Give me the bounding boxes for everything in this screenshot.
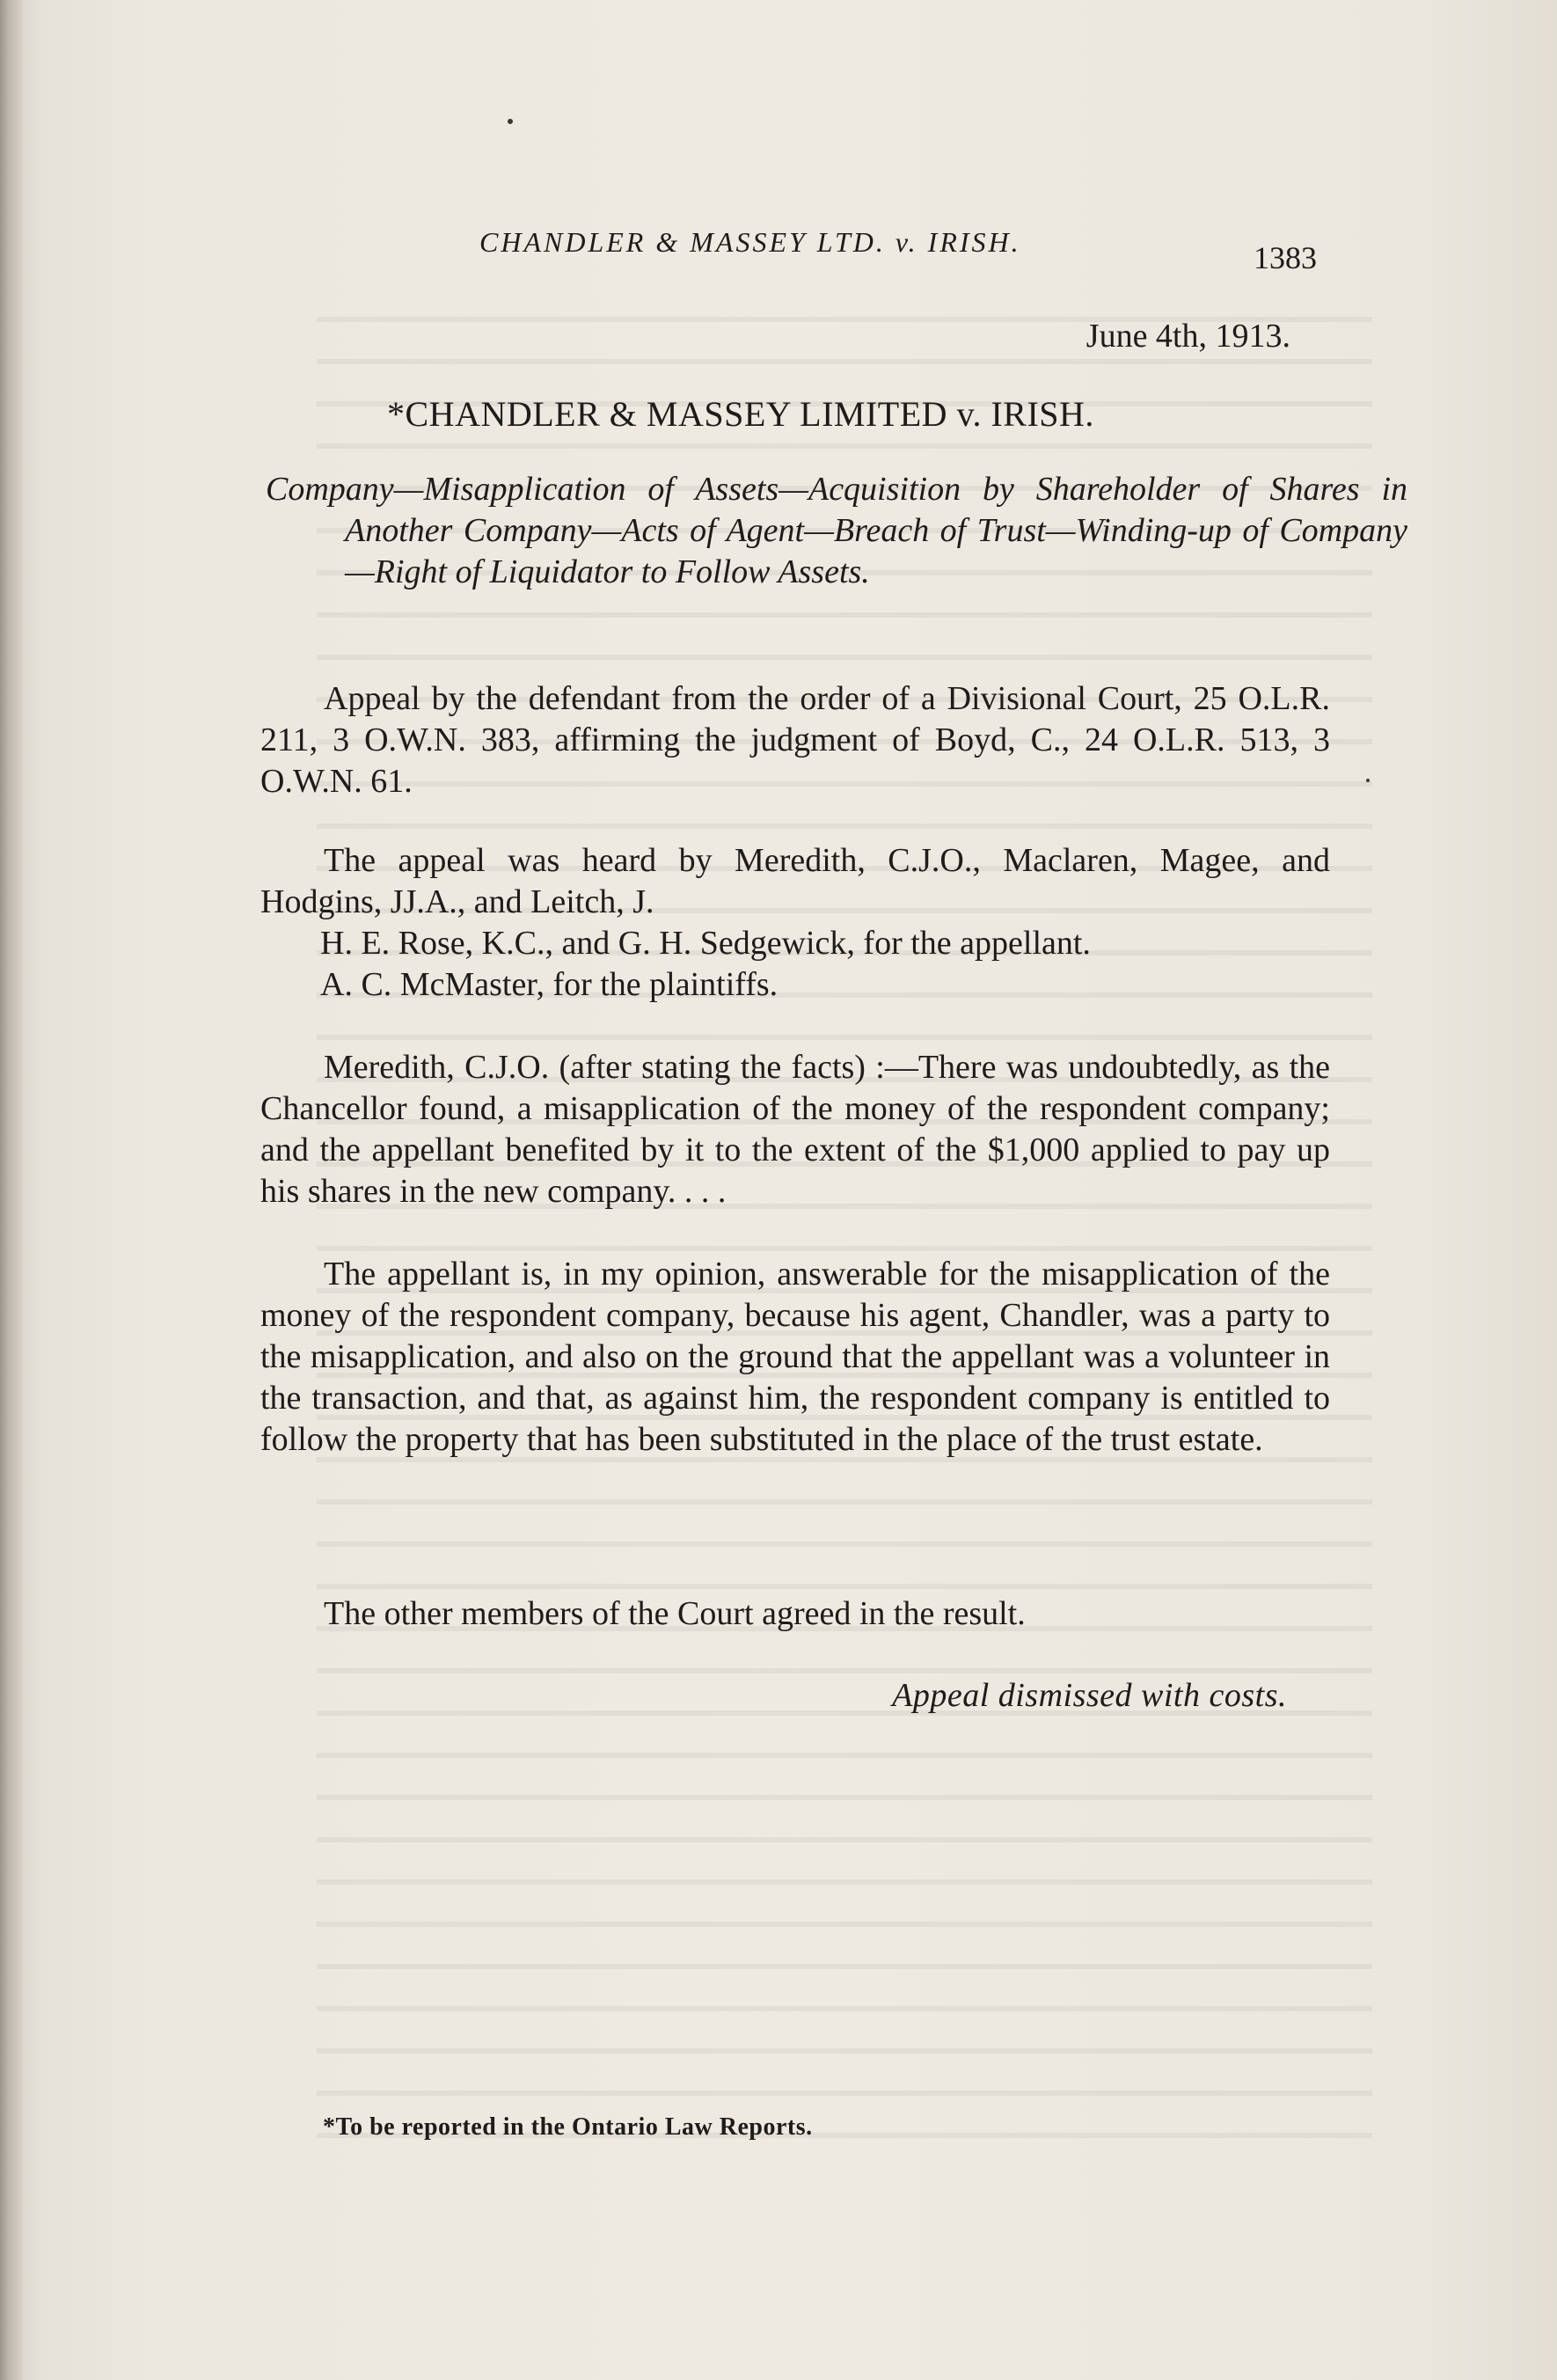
- page-binding-edge: [0, 0, 23, 2380]
- counsel-plaintiffs: A. C. McMaster, for the plaintiffs.: [320, 966, 778, 1003]
- judgment-paragraph-1: Meredith, C.J.O. (after stating the facts) :—There was undoubtedly, as the Chancellor found, a misapplication of the money of the respondent company; and the appellant benefited by it to the extent of the $1,000 applied to pay up his shares in the new company. . . .: [260, 1049, 1330, 1210]
- heard-by: The appeal was heard by Meredith, C.J.O., Maclaren, Magee, and Hodgins, JJ.A., and Leitch, J.: [260, 842, 1330, 920]
- page-number: 1383: [1254, 240, 1317, 275]
- judgment-paragraph-2: The appellant is, in my opinion, answerable for the misapplication of the money of the respondent company, because his agent, Chandler, was a party to the misapplication, and also on the ground that the appellant was a volunteer in the transaction, and that, as against him, the respondent company is entitled to follow the property that has been substituted in the place of the trust estate.: [260, 1256, 1330, 1458]
- appeal-statement: Appeal by the defendant from the order of a Divisional Court, 25 O.L.R. 211, 3 O.W.N. 383, affirming the judgment of Boyd, C., 24 O.L.R. 513, 3 O.W.N. 61.: [260, 680, 1330, 800]
- ink-speck: [1366, 779, 1370, 782]
- footnote: *To be reported in the Ontario Law Reports.: [323, 2113, 813, 2141]
- headnote: Company—Misapplication of Assets—Acquisition by Shareholder of Shares in Another Company—Acts of Agent—Breach of Trust—Winding-up of Company—Right of Liquidator to Follow Assets.: [266, 471, 1407, 590]
- running-head: CHANDLER & MASSEY LTD. v. IRISH.: [479, 226, 1021, 258]
- concurrence: The other members of the Court agreed in the result.: [324, 1595, 1026, 1632]
- case-title: *CHANDLER & MASSEY LIMITED v. IRISH.: [387, 394, 1094, 434]
- ink-speck: [508, 119, 513, 124]
- counsel-appellant: H. E. Rose, K.C., and G. H. Sedgewick, for the appellant.: [320, 925, 1091, 962]
- decision-date: June 4th, 1913.: [1086, 318, 1290, 355]
- disposition: Appeal dismissed with costs.: [892, 1677, 1287, 1714]
